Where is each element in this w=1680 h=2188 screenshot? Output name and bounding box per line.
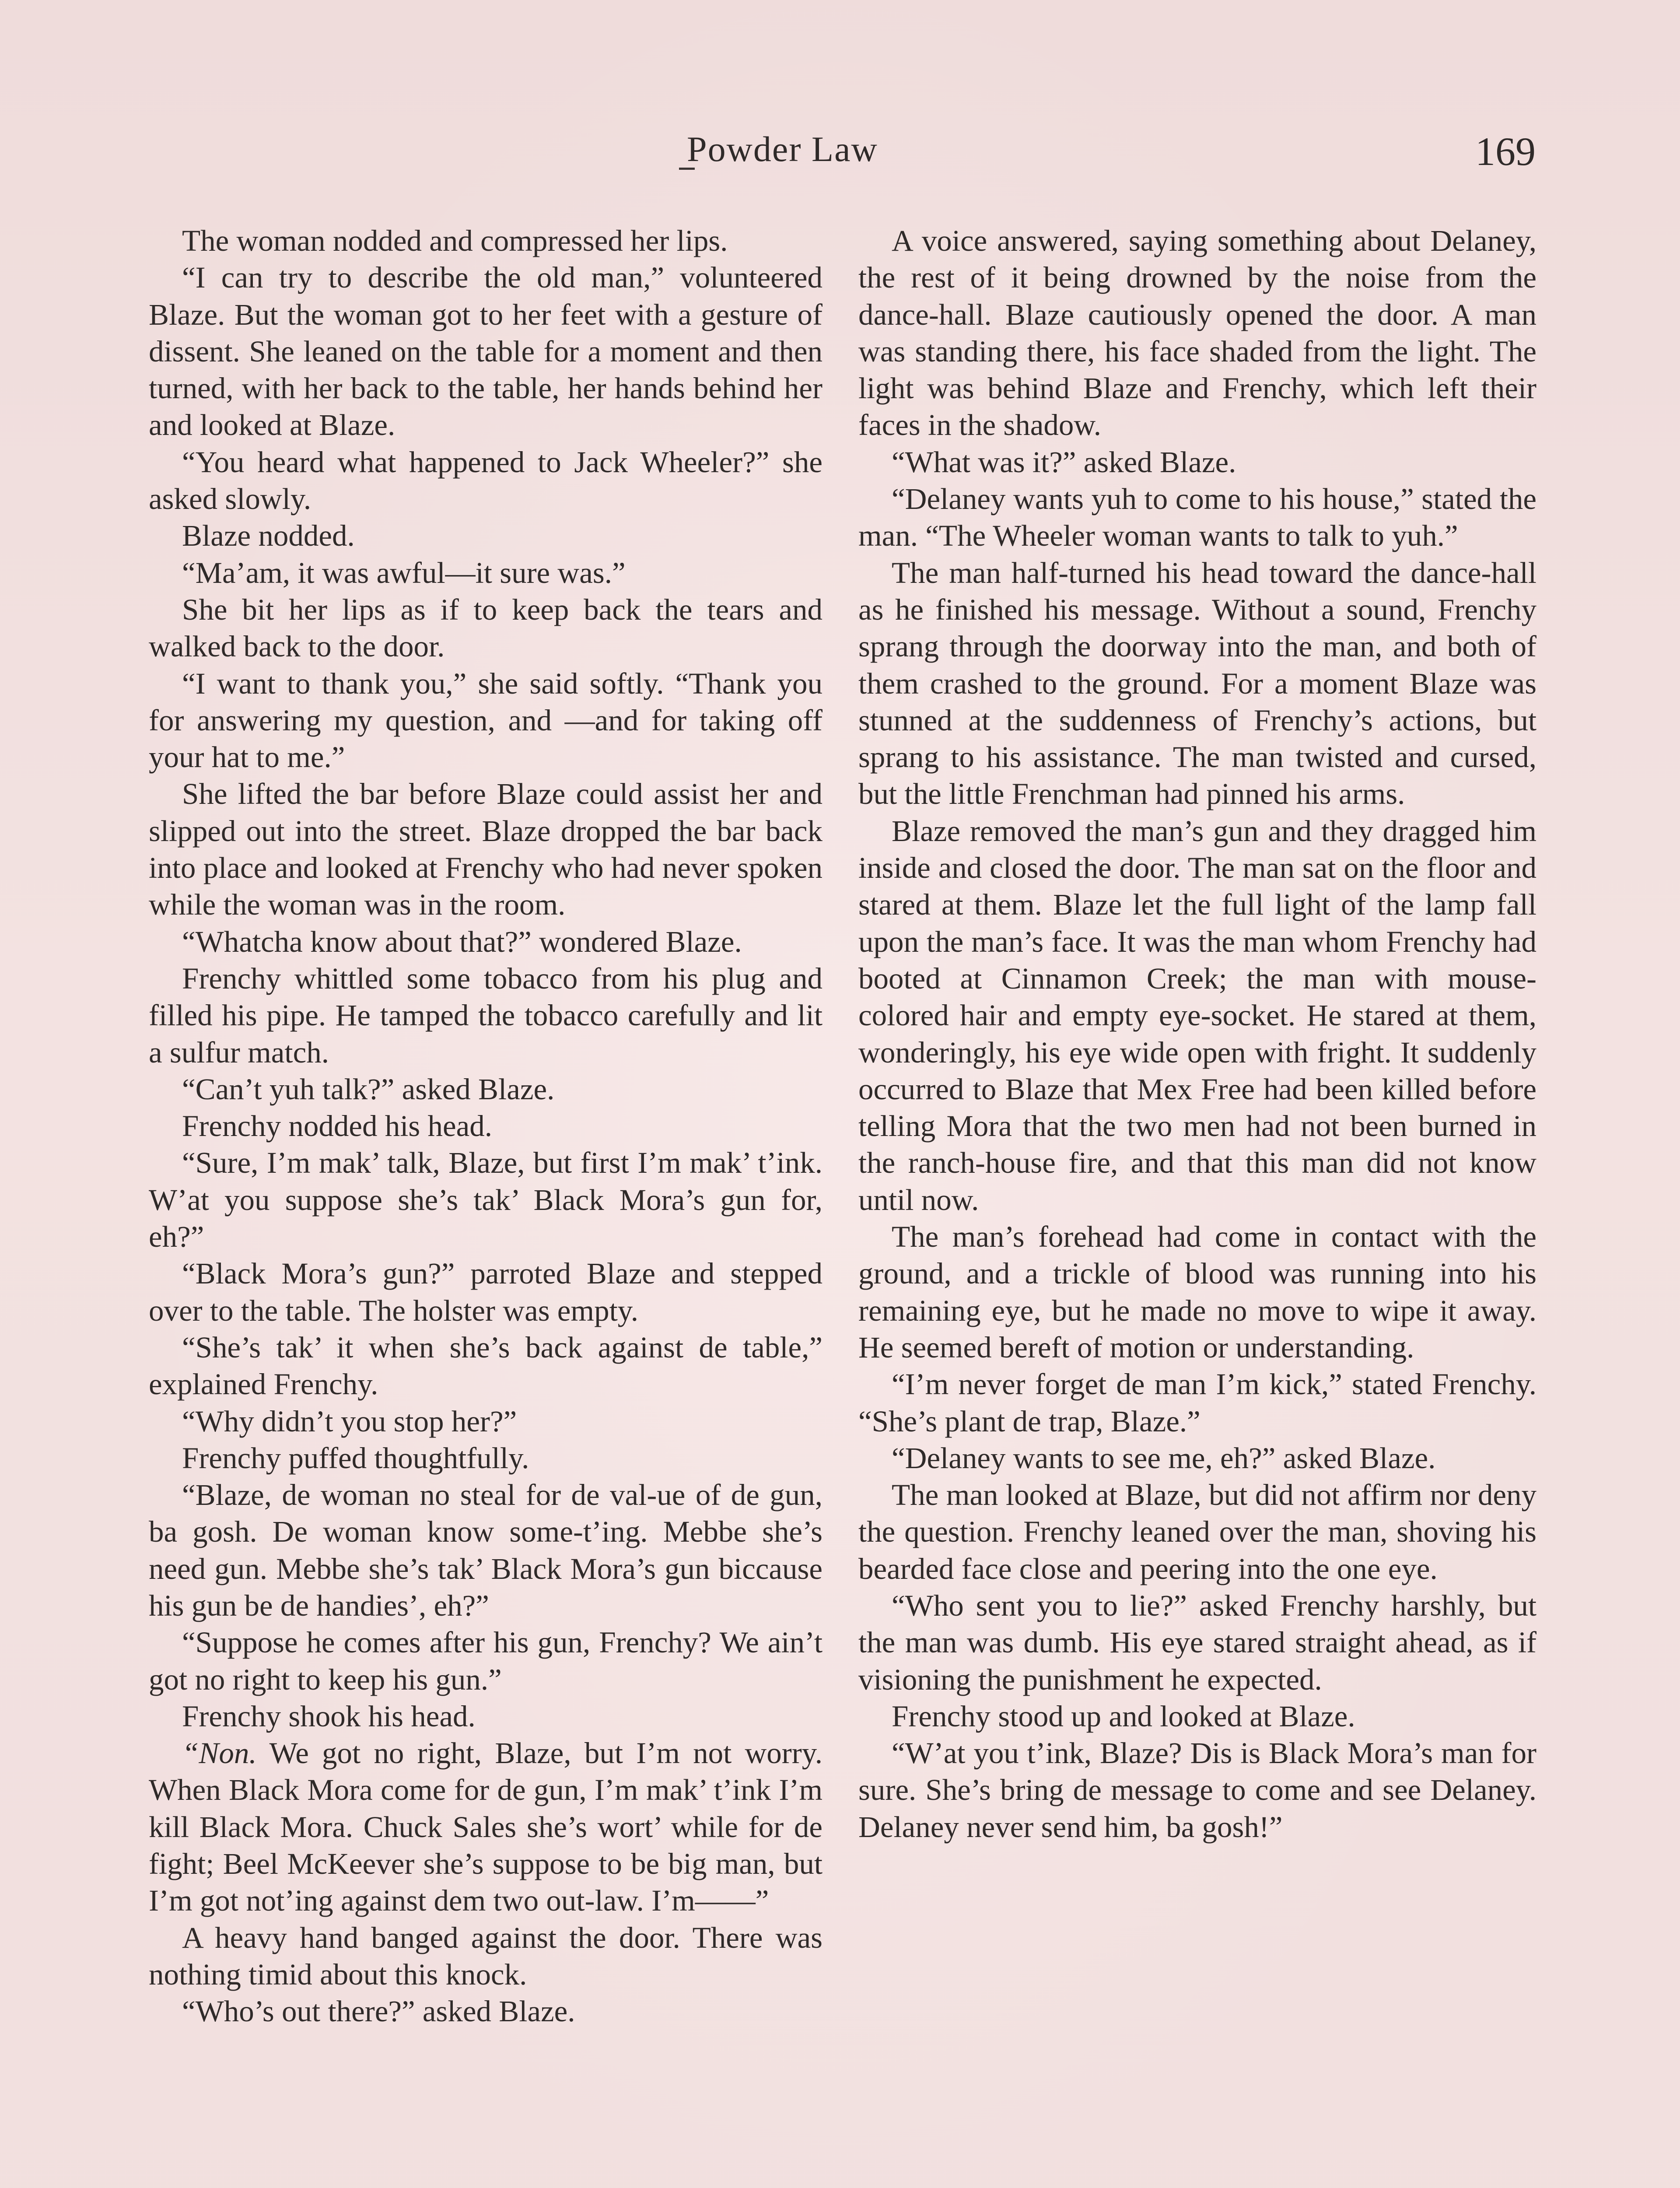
paragraph: The man half-turned his head toward the dance-hall as he finished his message. Without a sound, Frenchy sprang through the doorway into the man, and both of them crashed to the ground. For a moment Blaze was stunned at the suddenness of Frenchy’s actions, but sprang to his assistance. The man twisted and cursed, but the little Frenchman had pinned his arms. xyxy=(858,556,1536,811)
running-title: Powder Law xyxy=(687,129,878,169)
paragraph: “W’at you t’ink, Blaze? Dis is Black Mora’s man for sure. She’s bring de message to come and see Delaney. Delaney never send him, ba gosh!” xyxy=(858,1736,1536,1844)
paragraph: Frenchy nodded his head. xyxy=(182,1109,493,1143)
paragraph: Blaze nodded. xyxy=(182,519,355,553)
paragraph: A voice answered, saying something about Delaney, the rest of it being drowned by the noise from the dance-hall. Blaze cautiously opened the door. A man was standing there, his face shaded from the light. The light was behind Blaze and Frenchy, which left their faces in the shadow. xyxy=(858,224,1536,442)
paragraph: “Why didn’t you stop her?” xyxy=(182,1404,517,1438)
paragraph: “Delaney wants to see me, eh?” asked Blaze. xyxy=(892,1441,1436,1475)
paragraph: She lifted the bar before Blaze could assist her and slipped out into the street. Blaze dropped the bar back into place and looked at Frenchy who had never spoken while the woman was in the room. xyxy=(149,777,822,922)
paragraph: Frenchy stood up and looked at Blaze. xyxy=(892,1699,1355,1733)
paragraph: A heavy hand banged against the door. There was nothing timid about this knock. xyxy=(149,1921,822,1991)
paragraph: “I want to thank you,” she said softly. “Thank you for answering my question, and —and for taking off your hat to me.” xyxy=(149,666,822,774)
paragraph: “She’s tak’ it when she’s back against de table,” explained Frenchy. xyxy=(149,1330,822,1401)
paragraph: Frenchy shook his head. xyxy=(182,1699,476,1733)
paragraph: The man looked at Blaze, but did not affirm nor deny the question. Frenchy leaned over the man, shoving his bearded face close and peering into the one eye. xyxy=(858,1478,1536,1585)
paragraph-non-rest: We got no right, Blaze, but I’m not worry. When Black Mora come for de gun, I’m mak’ t’ink I’m kill Black Mora. Chuck Sales she’s wort’ while for de fight; Beel McKeever she’s suppose to be big man, but I’m got not’ing against dem two out-law. I’m——” xyxy=(149,1736,822,1918)
italic-non: “Non. xyxy=(182,1736,257,1770)
paragraph: “What was it?” asked Blaze. xyxy=(892,445,1236,479)
page-number: 169 xyxy=(1475,129,1536,174)
paragraph: “I can try to describe the old man,” volunteered Blaze. But the woman got to her feet with a gesture of dissent. She leaned on the table for a moment and then turned, with her back to the table, her hands behind her and looked at Blaze. xyxy=(149,261,822,442)
paragraph: “Can’t yuh talk?” asked Blaze. xyxy=(182,1072,555,1106)
paragraph: “Sure, I’m mak’ talk, Blaze, but first I’m mak’ t’ink. W’at you suppose she’s tak’ Black Mora’s gun for, eh?” xyxy=(149,1146,822,1254)
paragraph: “Blaze, de woman no steal for de val-ue of de gun, ba gosh. De woman know some-t’ing. Mebbe she’s need gun. Mebbe she’s tak’ Black Mora’s gun biccause his gun be de handies’, eh?” xyxy=(149,1478,822,1622)
paragraph: The woman nodded and compressed her lips. xyxy=(182,224,728,257)
paragraph: “I’m never forget de man I’m kick,” stated Frenchy. “She’s plant de trap, Blaze.” xyxy=(858,1368,1536,1438)
paragraph: “Black Mora’s gun?” parroted Blaze and stepped over to the table. The holster was empty. xyxy=(149,1257,822,1327)
paragraph: The man’s forehead had come in contact with the ground, and a trickle of blood was running into his remaining eye, but he made no move to wipe it away. He seemed bereft of motion or understanding. xyxy=(858,1220,1536,1364)
paragraph: “Whatcha know about that?” wondered Blaze. xyxy=(182,925,742,958)
paragraph: “Suppose he comes after his gun, Frenchy? We ain’t got no right to keep his gun.” xyxy=(149,1626,822,1696)
paragraph-non xyxy=(149,1735,822,1919)
paragraph: “Who’s out there?” asked Blaze. xyxy=(182,1995,575,2028)
paragraph: She bit her lips as if to keep back the tears and walked back to the door. xyxy=(149,593,822,663)
paragraph: Frenchy whittled some tobacco from his plug and filled his pipe. He tamped the tobacco carefully and lit a sulfur match. xyxy=(149,961,822,1069)
right-column xyxy=(858,222,1536,1845)
paragraph: “You heard what happened to Jack Wheeler?” she asked slowly. xyxy=(149,445,822,516)
paragraph: “Delaney wants yuh to come to his house,” stated the man. “The Wheeler woman wants to talk to yuh.” xyxy=(858,482,1536,553)
paragraph: Frenchy puffed thoughtfully. xyxy=(182,1441,529,1475)
paragraph: Blaze removed the man’s gun and they dragged him inside and closed the door. The man sat on the floor and stared at them. Blaze let the full light of the lamp fall upon the man’s face. It was the man whom Frenchy had booted at Cinnamon Creek; the man with mouse-colored hair and empty eye-socket. He stared at them, wonderingly, his eye wide open with fright. It suddenly occurred to Blaze that Mex Free had been killed before telling Mora that the two men had not been burned in the ranch-house fire, and that this man did not know until now. xyxy=(858,814,1536,1217)
left-column xyxy=(149,222,822,2030)
paragraph: “Ma’am, it was awful—it sure was.” xyxy=(182,556,626,589)
paragraph: “Who sent you to lie?” asked Frenchy harshly, but the man was dumb. His eye stared straight ahead, as if visioning the punishment he expected. xyxy=(858,1588,1536,1696)
